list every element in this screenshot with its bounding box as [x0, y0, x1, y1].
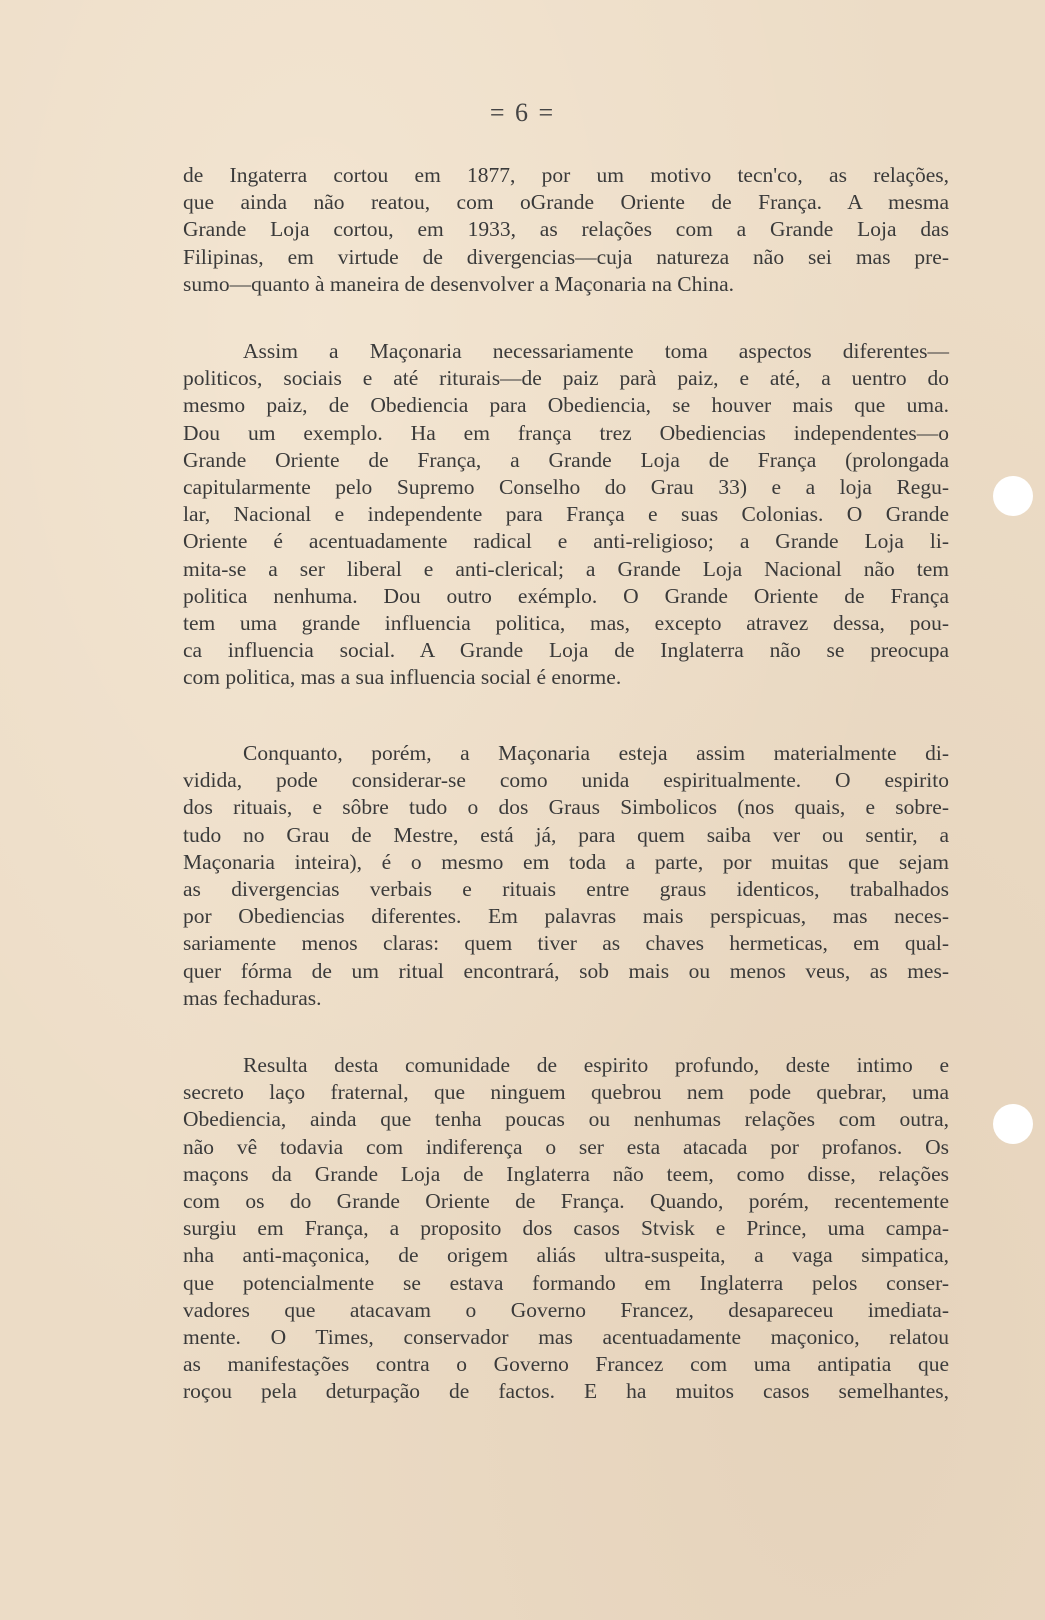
text-line: Grande Oriente de França, a Grande Loja de França (prolongada — [183, 447, 949, 472]
text-line: tudo no Grau de Mestre, está já, para quem saiba ver ou sentir, a — [183, 822, 949, 847]
text-line: tem uma grande influencia politica, mas, excepto atravez dessa, pou- — [183, 611, 949, 636]
text-line: nha anti-maçonica, de origem aliás ultra-suspeita, a vaga simpatica, — [183, 1243, 949, 1268]
text-line: Resulta desta comunidade de espirito profundo, deste intimo e — [243, 1053, 949, 1077]
paragraph-1 — [183, 162, 949, 298]
page-number: = 6 = — [489, 98, 556, 127]
text-line: politica nenhuma. Dou outro exémplo. O Grande Oriente de França — [183, 583, 949, 608]
text-line: Grande Loja cortou, em 1933, as relações com a Grande Loja das — [183, 217, 949, 242]
text-line: Dou um exemplo. Ha em frança trez Obediencias independentes—o — [183, 420, 949, 445]
text-line: surgiu em França, a proposito dos casos Stvisk e Prince, uma campa- — [183, 1216, 949, 1241]
text-line: não vê todavia com indiferença o ser esta atacada por profanos. Os — [183, 1134, 949, 1159]
text-line: maçons da Grande Loja de Inglaterra não teem, como disse, relações — [183, 1161, 949, 1186]
text-line: ca influencia social. A Grande Loja de Inglaterra não se preocupa — [183, 638, 949, 663]
text-line: dos rituais, e sôbre tudo o dos Graus Simbolicos (nos quais, e sobre- — [183, 795, 949, 820]
text-line: as manifestações contra o Governo Francez com uma antipatia que — [183, 1352, 949, 1377]
paragraph-text — [183, 1052, 949, 1406]
text-line: mesmo paiz, de Obediencia para Obediencia, se houver mais que uma. — [183, 393, 949, 418]
text-line: mas fechaduras. — [183, 985, 322, 1010]
text-line: de Ingaterra cortou em 1877, por um motivo tecn'co, as relações, — [183, 163, 949, 187]
paragraph-2 — [183, 338, 949, 692]
text-line: capitularmente pelo Supremo Conselho do Grau 33) e a loja Regu- — [183, 475, 949, 500]
punch-hole — [993, 1104, 1033, 1144]
text-line: Obediencia, ainda que tenha poucas ou nenhumas relações com outra, — [183, 1107, 949, 1132]
text-line: com os do Grande Oriente de França. Quando, porém, recentemente — [183, 1189, 949, 1214]
text-line: sumo—quanto à maneira de desenvolver a Maçonaria na China. — [183, 271, 735, 296]
text-line: vadores que atacavam o Governo Francez, desapareceu imediata- — [183, 1297, 949, 1322]
paragraph-text — [183, 338, 949, 692]
text-line: Filipinas, em virtude de divergencias—cuja natureza não sei mas pre- — [183, 244, 949, 269]
text-line: Assim a Maçonaria necessariamente toma aspectos diferentes— — [243, 339, 949, 363]
paragraph-text — [183, 740, 949, 1012]
text-line: vidida, pode considerar-se como unida espiritualmente. O espirito — [183, 768, 949, 793]
text-line: Maçonaria inteira), é o mesmo em toda a parte, por muitas que sejam — [183, 849, 949, 874]
text-line: Conquanto, porém, a Maçonaria esteja assim materialmente di- — [243, 741, 949, 765]
text-line: por Obediencias diferentes. Em palavras mais perspicuas, mas neces- — [183, 904, 949, 929]
text-line: sariamente menos claras: quem tiver as chaves hermeticas, em qual- — [183, 931, 949, 956]
text-line: Oriente é acentuadamente radical e anti-religioso; a Grande Loja li- — [183, 529, 949, 554]
text-line: mente. O Times, conservador mas acentuadamente maçonico, relatou — [183, 1325, 949, 1350]
text-line: secreto laço fraternal, que ninguem quebrou nem pode quebrar, uma — [183, 1080, 949, 1105]
text-line: quer fórma de um ritual encontrará, sob mais ou menos veus, as mes- — [183, 958, 949, 983]
text-line: politicos, sociais e até riturais—de paiz parà paiz, e até, a uentro do — [183, 366, 949, 391]
paragraph-3 — [183, 740, 949, 1012]
text-line: mita-se a ser liberal e anti-clerical; a Grande Loja Nacional não tem — [183, 556, 949, 581]
text-line: com politica, mas a sua influencia social é enorme. — [183, 665, 622, 690]
text-line: lar, Nacional e independente para França e suas Colonias. O Grande — [183, 502, 949, 527]
text-line: que potencialmente se estava formando em Inglaterra pelos conser- — [183, 1270, 949, 1295]
punch-hole — [993, 476, 1033, 516]
paragraph-4 — [183, 1052, 949, 1406]
text-line: as divergencias verbais e rituais entre graus identicos, trabalhados — [183, 877, 949, 902]
text-line: que ainda não reatou, com oGrande Oriente de França. A mesma — [183, 190, 949, 215]
text-line: roçou pela deturpação de factos. E ha muitos casos semelhantes, — [183, 1379, 949, 1404]
paragraph-text — [183, 162, 949, 298]
